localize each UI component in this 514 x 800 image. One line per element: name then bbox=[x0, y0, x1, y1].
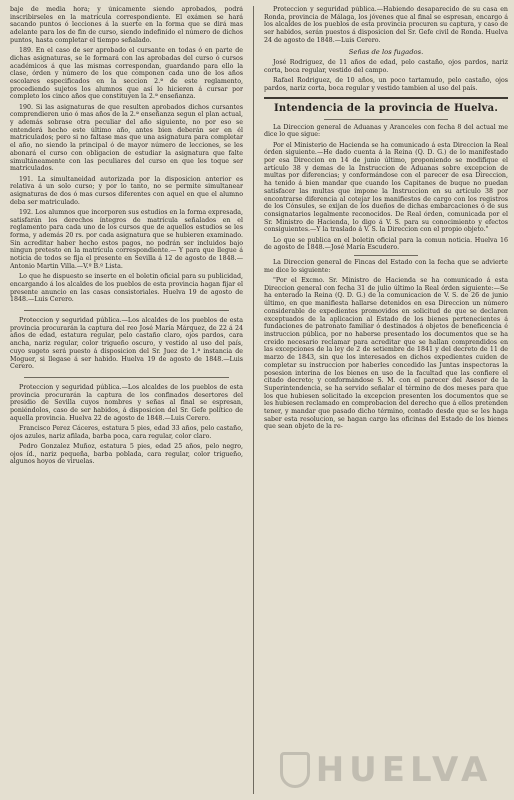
capture-notice-ronda: Proteccion y seguridad pública.—Habiendo desaparecido de su casa en Ronda, provincia de Málaga, los jóvenes que al final se espresan, encargo á los alcaldes de los pueblos de esta provincia procuren su captura, y caso de ser habidos, serán puestos á disposicion del Sr. Gefe civil de Ronda. Huelva 24 de agosto de 1848.—Luis Cerero. bbox=[264, 6, 508, 44]
section-title: Intendencia de la provincia de Huelva. bbox=[273, 102, 499, 114]
column-divider bbox=[253, 6, 254, 794]
article-190: 190. Si las asignaturas de que resulten aprobados dichos cursantes comprendieren uno ó mas años de la 2.ª enseñanza segun el plan actual, y además sobrase otra peculiar del año siguiente, no por eso se entenderá hecho este último año, antes bien deberán ser en él matriculados; pero si no faltase mas que una asignatura para completar el año, no siendo la principal ó de mayor número de lecciones, se les abonará el curso con obligacion de estudiar la asignatura que falte simultáneamente con las peculiares del curso en que les toque ser matriculados. bbox=[10, 103, 243, 173]
article-191: 191. La simultaneidad autorizada por la disposicion anterior es relativa á un solo curso; y por lo tanto, no se permite simultanear asignaturas de dos ó mas cursos diferentes con aquel en que el alumno deba ser matriculado. bbox=[10, 175, 243, 206]
publication-notice: Lo que he dispuesto se inserte en el boletin oficial para su publicidad, encargando á los alcaldes de los pueblos de esta provincia hagan fijar el presente anuncio en las casas consistoriales. Huelva 19 de agosto de 1848.—Luis Cerero. bbox=[10, 273, 243, 304]
deserter-description: Francisco Perez Cáceres, estatura 5 pies, edad 33 años, pelo castaño, ojos azules, nariz afilada, barba poca, cara regular, color claro. bbox=[10, 425, 243, 440]
capture-notice-marquez: Proteccion y seguridad pública.—Los alcaldes de los pueblos de esta provincia procurarán la captura del reo José María Márquez, de 22 á 24 años de edad, estatura regular, pelo castaño claro, ojos pardos, cara ancha, nariz regular, color trigueño oscuro, y vestido al uso del país, cuyo sugeto será puesto á disposicion del Sr. Juez de 1.ª instancia de Moguer, si llegase á ser habido. Huelva 19 de agosto de 1848.—Luis Cerero. bbox=[10, 316, 243, 371]
section-paragraph: Por el Ministerio de Hacienda se ha comunicado á esta Direccion la Real órden siguiente.—He dado cuenta á la Reina (Q. D. G.) de lo manifestado por esa Direccion en 14 de junio último, proponiendo se modifique el artículo 38 y demas de la Instruccion de Aduanas sobre excepcion de multas por diferencias; y conformándose con el parecer de esa Direccion, ha tenido á bien mandar que cuando los Capitanes de buque no puedan satisfacer las multas que impone la Instruccion en su artículo 38 por encontrarse diferencia al cotejar los manifiestos de cargo con los registros de los Cónsules, se exijan de los dueños de dichas embarcaciones ó de sus consignatarios legalmente reconocidos. De Real órden, comunicada por el Sr. Ministro de Hacienda, lo digo á V. S. para su conocimiento y efectos consiguientes.—Y la traslado á V. S. la Direccion con el propio objeto." bbox=[264, 141, 508, 234]
section-paragraph: Lo que se publica en el boletin oficial para la comun noticia. Huelva 16 de agosto de 1848.—José María Escudero. bbox=[264, 236, 508, 252]
separator-rule bbox=[24, 310, 229, 311]
capture-notice-deserters: Proteccion y seguridad pública.—Los alcaldes de los pueblos de esta provincia procurarán la captura de los confinados desertores del presidio de Sevilla cuyos nombres y señas al final se espresan, poniéndolos, caso de ser habidos, á disposicion del Sr. Gefe político de aquella provincia. Huelva 22 de agosto de 1848.—Luis Cerero. bbox=[10, 383, 243, 422]
fugitive-description: José Rodriguez, de 11 años de edad, pelo castaño, ojos pardos, nariz corta, boca regular, vestido del campo. bbox=[264, 59, 508, 74]
right-column bbox=[264, 6, 508, 794]
left-paragraph: baje de media hora; y únicamente siendo aprobados, podrá inscribirseles en la matrícula correspondiente. El exámen se hará sacando puntos ó lecciones á la suerte en la forma que se dirá mas adelante para los de fin de curso, siendo indefinido el número de dichos puntos, hasta completar el tiempo señalado. bbox=[10, 6, 243, 44]
section-paragraph: La Direccion general de Aduanas y Aranceles con fecha 8 del actual me dice lo que sigue: bbox=[264, 123, 508, 139]
title-underline bbox=[324, 119, 448, 120]
article-189: 189. En el caso de ser aprobado el cursante en todas ó en parte de dichas asignaturas, se le formará con las aprobadas del curso ó cursos académicos á que las mismas correspondan, guardando para ello la clase, órden y número de los que componen cada uno de los años escolares especificados en la seccion 2.ª de este reglamento, procediendo sujetos los alumnos que así lo hicieren á cursar por completo los cinco años que constituyen la 2.ª enseñanza. bbox=[10, 47, 243, 101]
deserter-description: Pedro Gonzalez Muñoz, estatura 5 pies, edad 25 años, pelo negro, ojos íd., nariz pequeña, barba poblada, cara regular, color trigueño, algunos hoyos de viruelas. bbox=[10, 443, 243, 466]
section-paragraph: "Por el Excmo. Sr. Ministro de Hacienda se ha comunicado á esta Direccion general con fecha 31 de julio último la Real órden siguiente:—Se ha enterado la Reina (Q. D. G.) de la comunicacion de V. S. de 26 de junio último, en que manifiesta hallarse detenidos en esa Direccion un número considerable de expedientes promovidos en solicitud de que se declaren exceptuados de la aplicacion al Estado de los bienes pertenecientes á fundaciones de patronato familiar ó destinados á objetos de beneficencia é instruccion pública, por no haberse presentado los documentos que se ha creido necesario reclamar para acreditar que se hallan comprendidos en las excepciones de la ley de 2 de setiembre de 1841 y del decreto de 11 de marzo de 1843, sin que los interesados en dichos expedientes cuiden de completar su instruccion por haberles concedido las Juntas inspectoras la posesion interina de los bienes en uso de la facultad que las confiere el citado decreto; y conformándose S. M. con el parecer del Asesor de la Superintendencia, se ha servido señalar el término de dos meses para que los que hubiesen solicitado la excepcion presenten los documentos que se les hubiesen reclamado en comprobacion del derecho que á ellos pretenden tener, y mandar que pasado dicho término, contado desde que se les haga saber esta resolucion, se hagan cargo las oficinas del Estado de los bienes que sean objeto de la re- bbox=[264, 277, 508, 431]
article-192: 192. Los alumnos que incorporen sus estudios en la forma expresada, satisfarán los derechos íntegros de matrícula señalados en el reglamento para cada uno de los cursos que de aquellos estudios se les forma, y además 20 rs. por cada asignatura que se hubieren examinado. Sin acreditar haber hecho estos pagos, no podrán ser incluidos bajo ningun pretesto en la matrícula correspondiente.— Y para que llegue á noticia de todos se fija el presente en Sevilla á 12 de agosto de 1848.—Antonio Martin Villa.—V.º B.º Lista. bbox=[10, 208, 243, 270]
fugitives-heading: Señas de los fugados. bbox=[348, 47, 424, 56]
left-column bbox=[10, 6, 243, 794]
separator-rule bbox=[354, 255, 418, 256]
separator-rule bbox=[24, 377, 229, 378]
fugitive-description: Rafael Rodriguez, de 10 años, un poco tartamudo, pelo castaño, ojos pardos, nariz corta, boca regular y vestido tambien al uso del país. bbox=[264, 77, 508, 92]
section-rule bbox=[264, 97, 508, 99]
section-paragraph: La Direccion general de Fincas del Estado con la fecha que se advierte me dice lo siguiente: bbox=[264, 259, 508, 274]
watermark-text: HUELVA bbox=[315, 750, 493, 790]
